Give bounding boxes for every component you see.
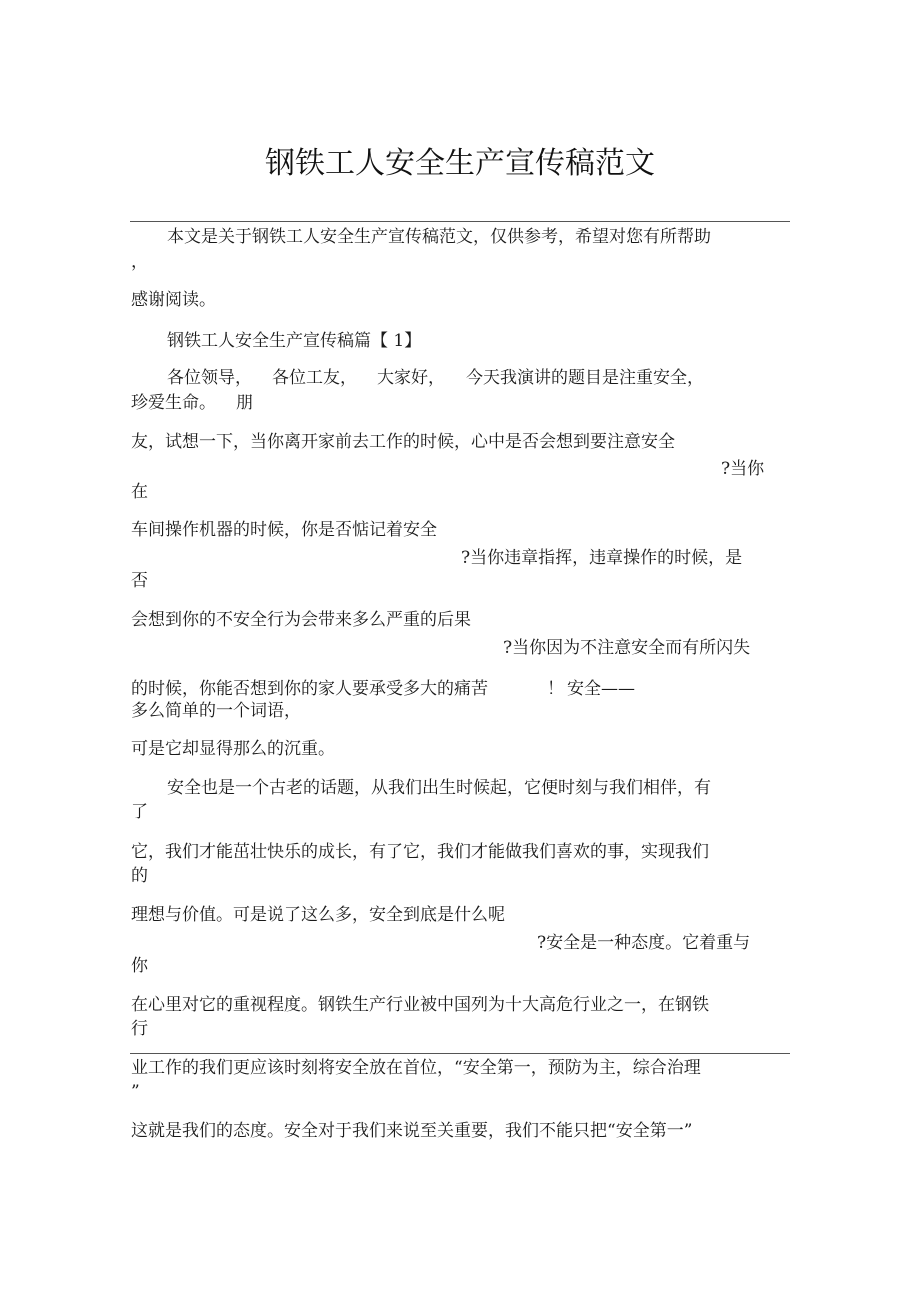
section-heading: 钢铁工人安全生产宣传稿篇【 1】 [167, 331, 422, 351]
top-divider [130, 221, 790, 222]
text-line: 车间操作机器的时候，你是否惦记着安全 [131, 520, 437, 540]
text-line: ?当你违章指挥，违章操作的时候，是 [461, 548, 743, 568]
text-line: 理想与价值。可是说了这么多，安全到底是什么呢 [131, 905, 505, 925]
text-line: 否 [131, 571, 148, 591]
text-line: ！ [547, 679, 564, 699]
text-line: 的时候，你能否想到你的家人要承受多大的痛苦 [131, 679, 488, 699]
text-line: ， [131, 252, 148, 272]
text-line: 行 [131, 1019, 148, 1039]
text-line: 了 [131, 802, 148, 822]
text-line: 的 [131, 866, 148, 886]
text-line: 感谢阅读。 [131, 290, 216, 310]
text-line: 多么简单的一个词语， [131, 701, 301, 721]
text-line: ” [131, 1082, 140, 1102]
text-line: 各位工友， [272, 368, 357, 388]
text-line: 这就是我们的态度。安全对于我们来说至关重要，我们不能只把“安全第一” [131, 1121, 693, 1141]
mid-divider [130, 1053, 790, 1054]
text-line: 各位领导， [167, 368, 252, 388]
text-line: 会想到你的不安全行为会带来多么严重的后果 [131, 610, 471, 630]
text-line: 安全—— [567, 679, 635, 699]
document-title: 钢铁工人安全生产宣传稿范文 [265, 146, 655, 181]
text-line: 朋 [236, 393, 253, 413]
text-line: 业工作的我们更应该时刻将安全放在首位，“安全第一，预防为主，综合治理 [131, 1058, 701, 1078]
text-line: 今天我演讲的题目是注重安全， [466, 368, 704, 388]
text-line: 在 [131, 482, 148, 502]
text-line: ?当你 [721, 459, 765, 479]
text-line: ?当你因为不注意安全而有所闪失 [503, 638, 751, 658]
text-line: 本文是关于钢铁工人安全生产宣传稿范文，仅供参考，希望对您有所帮助 [167, 227, 711, 247]
text-line: 它，我们才能茁壮快乐的成长，有了它，我们才能做我们喜欢的事，实现我们 [131, 842, 709, 862]
text-line: 在心里对它的重视程度。钢铁生产行业被中国列为十大高危行业之一，在钢铁 [131, 995, 709, 1015]
text-line: ?安全是一种态度。它着重与 [537, 933, 751, 953]
text-line: 安全也是一个古老的话题，从我们出生时候起，它便时刻与我们相伴，有 [167, 778, 711, 798]
text-line: 友，试想一下，当你离开家前去工作的时候，心中是否会想到要注意安全 [131, 432, 675, 452]
text-line: 可是它却显得那么的沉重。 [131, 739, 335, 759]
text-line: 大家好， [377, 368, 445, 388]
text-line: 珍爱生命。 [131, 393, 216, 413]
text-line: 你 [131, 956, 148, 976]
